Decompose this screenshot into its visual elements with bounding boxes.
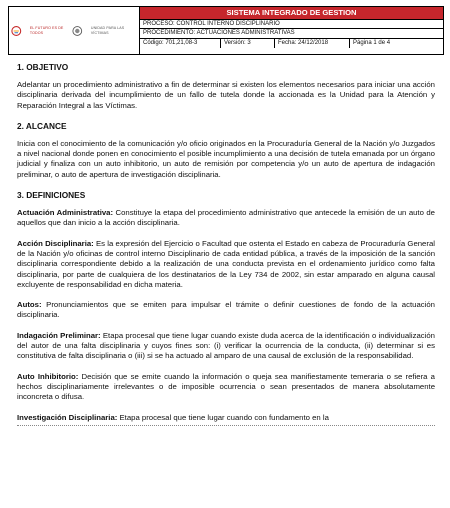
victims-unit-logo-icon: [72, 25, 88, 37]
government-logo: [11, 25, 72, 37]
definition-text: Etapa procesal que tiene lugar cuando existe duda acerca de la identificación o individualización del autor de una falta disciplinaria y cuyos fines son: (i) verificar la ocurrencia de la conducta, (ii) determinar si es constitutiva de falta disciplinaria o (iii) si se ha actuado al amparo de una causal de exclusión de la responsabilidad.: [17, 330, 435, 361]
definition-text: Etapa procesal que tiene lugar cuando con fundamento en la: [117, 412, 329, 422]
objetivo-text: Adelantar un procedimiento administrativo a fin de determinar si existen los elementos necesarios para iniciar una acción disciplinaria derivada del incumplimiento de un fallo de tutela donde la accionada es la Unidad para la Atención y Reparación Integral a las Víctimas.: [17, 80, 435, 110]
document-code: Código: 701,21,08-3: [140, 39, 221, 48]
definition-term: Indagación Preliminar:: [17, 330, 101, 340]
definition-term: Autos:: [17, 300, 42, 310]
definition-text: Pronunciamientos que se emiten para impulsar el trámite o definir cuestiones de fondo de la actuación disciplinaria.: [17, 300, 435, 320]
procedure-label: PROCEDIMIENTO: ACTUACIONES ADMINISTRATIVAS: [140, 29, 443, 38]
process-label: PROCESO: CONTROL INTERNO DISCIPLINARIO: [140, 20, 443, 29]
government-logo-icon: [11, 25, 27, 37]
definition-item: [17, 331, 435, 362]
document-body: [17, 62, 435, 426]
page-number: Página 1 de 4: [353, 39, 391, 46]
section-heading-definiciones: 3. DEFINICIONES: [17, 190, 86, 201]
meta-row: [140, 39, 443, 48]
page-cut-divider: [17, 425, 435, 426]
government-logo-text: EL FUTURO ES DE TODOS: [29, 26, 64, 35]
definition-text: Constituye la etapa del procedimiento administrativo que antecede la emisión de un auto de aquellos que dan inicio a la acción disciplinaria.: [17, 208, 435, 228]
system-title: SISTEMA INTEGRADO DE GESTION: [140, 7, 443, 20]
victims-unit-logo: [72, 25, 137, 37]
definition-term: Acción Disciplinaria:: [17, 238, 94, 248]
document-version: Versión: 3: [221, 39, 275, 48]
definition-item: [17, 372, 435, 403]
header-grid: [140, 7, 443, 54]
definition-text: Es la expresión del Ejercicio o Facultad que ostenta el Estado en cabeza de Procuraduría General de la Nación y/o oficinas de control interno Disciplinario de cada entidad pública, a través de la imposición de la sanción disciplinaria correspondiente debido a la realización de una conducta prevista en el ordenamiento jurídico como falta disciplinaria, por parte de cualquiera de los destinatarios de la Ley 734 de 2002, sin estar amparado en alguna causal excluyente de responsabilidad en dicha materia.: [17, 238, 435, 289]
definition-text: Decisión que se emite cuando la información o queja sea manifiestamente temeraria o se refiera a hechos disciplinariamente irrelevantes o de imposible ocurrencia o sean presentados de manera absolutamente inconcreta o difusa.: [17, 371, 435, 402]
victims-unit-logo-text: UNIDAD PARA LAS VÍCTIMAS: [90, 26, 125, 35]
alcance-text: Inicia con el conocimiento de la comunicación y/o oficio originados en la Procuraduría General de la Nación y/o Juzgados a nivel nacional donde ponen en conocimiento el posible incumplimiento a una decisión de tutela emanada por un órgano judicial y finaliza con un auto inhibitorio, un auto de remisión por competencia y/o un auto de apertura de indagación preliminar, o auto de apertura de investigación disciplinaria.: [17, 138, 435, 179]
definition-item: [17, 413, 435, 423]
definition-item: [17, 208, 435, 229]
definition-term: Actuación Administrativa:: [17, 208, 114, 218]
section-heading-objetivo: 1. OBJETIVO: [17, 62, 69, 72]
section-heading-alcance: 2. ALCANCE: [17, 120, 67, 131]
logo-cell: [9, 7, 140, 54]
definition-item: [17, 300, 435, 321]
definition-term: Auto Inhibitorio:: [17, 371, 79, 381]
document-header: [8, 6, 444, 55]
definition-item: [17, 239, 435, 290]
definition-term: Investigación Disciplinaria:: [17, 412, 118, 422]
document-date: Fecha: 24/12/2018: [275, 39, 350, 48]
